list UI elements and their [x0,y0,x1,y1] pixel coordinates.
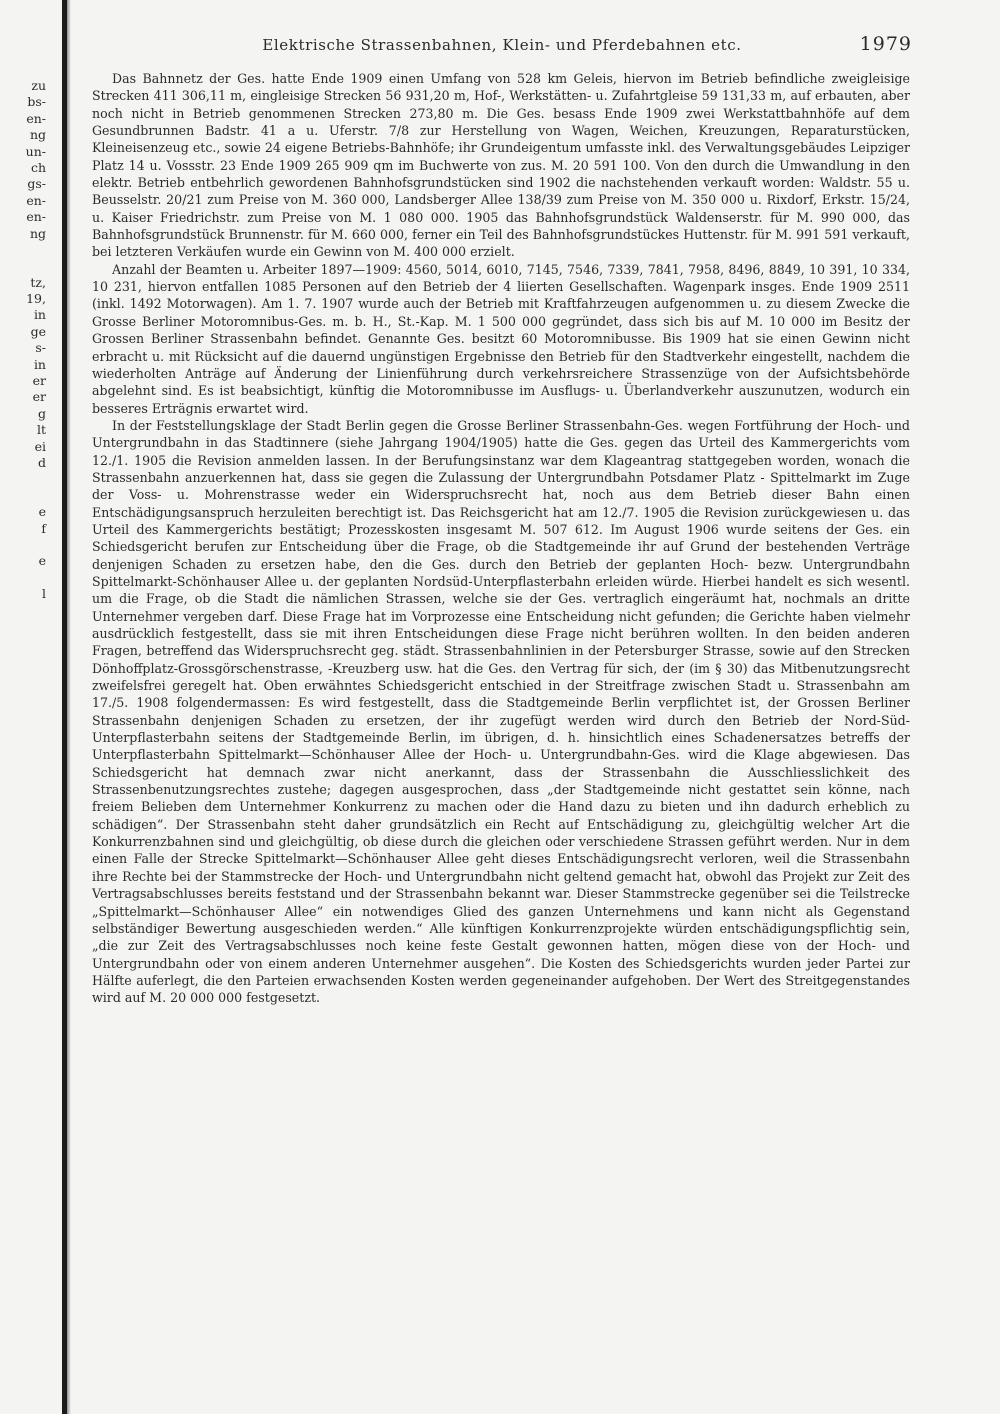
margin-fragment: tz, [30,274,46,290]
margin-fragment: in [33,307,46,323]
page-number: 1979 [859,33,912,55]
margin-fragment: zu [31,78,46,93]
margin-fragment: er [32,373,46,389]
margin-fragment [0,652,46,668]
margin-fragment: s- [35,340,46,356]
header-title: Elektrische Strassenbahnen, Klein- und Pferdebahnen etc. [262,36,742,54]
margin-fragment [0,488,46,504]
margin-fragment: en- [26,209,46,225]
margin-fragment: ng [29,225,46,241]
margin-fragment [0,471,46,487]
margin-fragment [0,619,46,635]
running-header [92,33,912,58]
margin-fragment: er [32,389,46,405]
margin-fragment [0,635,46,651]
margin-fragment: e [38,553,46,569]
margin-fragment: en- [26,192,46,208]
margin-fragment: l [42,586,46,602]
body-text [92,70,910,1007]
margin-fragment: bs- [27,94,46,110]
margin-fragment [0,242,46,258]
margin-fragment: ng [29,127,46,143]
margin-fragment [0,537,46,553]
margin-fragment: en- [26,110,46,126]
margin-fragment: un- [25,143,46,159]
binding-shadow [67,0,71,1414]
margin-fragment [0,603,46,619]
paragraph-staff: Anzahl der Beamten u. Arbeiter 1897—1909: 4560, 5014, 6010, 7145, 7546, 7339, 7841, 7958, 8496, 8849, 10 391, 10 334, 10 231, hiervon entfallen 1085 Personen auf den Betrieb der 4 liierten Gesellschaften. Wagenpark insges. Ende 1909 2511 (inkl. 1492 Motorwagen). Am 1. 7. 1907 wurde auch der Betrieb mit Kraftfahrzeugen aufgenommen u. zu diesem Zwecke die Grosse Berliner Motoromnibus-Ges. m. b. H., St.-Kap. M. 1 500 000 gegründet, dass sich bis auf M. 10 000 im Besitz der Grossen Berliner Strassenbahn befindet. Genannte Ges. besitzt 60 Motoromnibusse. Bis 1909 hat sie einen Gewinn nicht erbracht u. mit Rücksicht auf die dauernd ungünstigen Ergebnisse den Betrieb für den Stadtverkehr eingestellt, nachdem die wiederholten Anträge auf Änderung der Linienführung durch verkehrsreichere Strassenzüge von der Aufsichtsbehörde abgelehnt sind. Es ist beabsichtigt, künftig die Motoromnibusse im Ausflugs- u. Überlandverkehr auszunutzen, wodurch ein besseres Erträgnis erwartet wird. [92,261,910,416]
margin-fragment: 19, [26,291,46,307]
margin-fragment: gs- [27,176,46,192]
facing-page-fragments [0,78,46,668]
margin-fragment: f [41,520,46,536]
margin-fragment [0,570,46,586]
margin-fragment: ge [30,323,46,339]
margin-fragment: lt [36,422,46,438]
margin-fragment: e [38,504,46,520]
paragraph-lawsuit: In der Feststellungsklage der Stadt Berlin gegen die Grosse Berliner Strassenbahn-Ges. wegen Fortführung der Hoch- und Untergrundbahn in das Stadtinnere (siehe Jahrgang 1904/1905) hatte die Ges. gegen das Urteil des Kammergerichts vom 12./1. 1905 die Revision anmelden lassen. In der Berufungsinstanz war dem Klageantrag stattgegeben worden, wonach die Strassenbahn anzuerkennen hat, dass sie gegen die Zulassung der Untergrundbahn Potsdamer Platz - Spittelmarkt im Zuge der Voss- u. Mohrenstrasse weder ein Widerspruchsrecht hat, noch aus dem Betrieb dieser Bahn einen Entschädigungsanspruch herzuleiten berechtigt ist. Das Reichsgericht hat am 12./7. 1905 die Revision zurückgewiesen u. das Urteil des Kammergerichts bestätigt; Prozesskosten insgesamt M. 507 612. Im August 1906 wurde seitens der Ges. ein Schiedsgericht berufen zur Entscheidung über die Frage, ob die Stadtgemeinde ihr auf Grund der bestehenden Verträge denjenigen Schaden zu ersetzen habe, den die Ges. durch den Betrieb der geplanten Hoch- bezw. Untergrundbahn Spittelmarkt-Schönhauser Allee u. der geplanten Nordsüd-Unterpflasterbahn erleiden würde. Hierbei handelt es sich wesentl. um die Frage, ob die Stadt die nämlichen Strassen, welche sie der Ges. vertraglich eingeräumt hat, nochmals an dritte Unternehmer vergeben darf. Diese Frage hat im Vorprozesse eine Entscheidung nicht gefunden; die Gerichte haben vielmehr ausdrücklich festgestellt, dass sie mit ihren Entscheidungen diese Frage nicht berühren wollten. In den beiden anderen Fragen, betreffend das Widerspruchsrecht geg. städt. Strassenbahnlinien in der Petersburger Strasse, sowie auf den Strecken Dönhoffplatz-Grossgörschenstrasse, -Kreuzberg usw. hat die Ges. den Vertrag für sich, der (im § 30) das Mitbenutzungsrecht zweifelsfrei geregelt hat. Oben erwähntes Schiedsgericht entschied in der Streitfrage zwischen Stadt u. Strassenbahn am 17./5. 1908 folgendermassen: Es wird festgestellt, dass die Stadtgemeinde Berlin verpflichtet ist, der Grossen Berliner Strassenbahn denjenigen Schaden zu ersetzen, der ihr zugefügt werden wird durch den Betrieb der Nord-Süd-Unterpflasterbahn seitens der Stadtgemeinde Berlin, im übrigen, d. h. hinsichtlich eines Schadenersatzes betreffs der Unterpflasterbahn Spittelmarkt—Schönhauser Allee der Hoch- u. Untergrundbahn-Ges. wird die Klage abgewiesen. Das Schiedsgericht hat demnach zwar nicht anerkannt, dass der Strassenbahn die Ausschliesslichkeit des Strassenbenutzungsrechtes zustehe; dagegen ausgesprochen, dass „der Stadtgemeinde nicht gestattet sein könne, nach freiem Belieben dem Unternehmer Konkurrenz zu machen oder die Hand dazu zu bieten und ihn dadurch erheblich zu schädigen“. Der Strassenbahn steht daher grundsätzlich ein Recht auf Entschädigung zu, gleichgültig welcher Art die Konkurrenzbahnen sind und gleichgültig, ob diese durch die gleichen oder verschiedene Strassen geführt werden. Nur in dem einen Falle der Strecke Spittelmarkt—Schönhauser Allee geht dieses Entschädigungsrecht verloren, weil die Strassenbahn ihre Rechte bei der Stammstrecke der Hoch- und Untergrundbahn nicht geltend gemacht hat, obwohl das Projekt zur Zeit des Vertragsabschlusses bereits feststand und der Strassenbahn bekannt war. Dieser Stammstrecke gegenüber sei die Teilstrecke „Spittelmarkt—Schönhauser Allee“ ein notwendiges Glied des ganzen Unternehmens und kann nicht als Gegenstand selbständiger Bewertung ausgeschieden werden.“ Alle künftigen Konkurrenzprojekte würden entschädigungspflichtig sein, „die zur Zeit des Vertragsabschlusses noch keine feste Gestalt gewonnen hatten, mögen diese von der Hoch- und Untergrundbahn oder von einem anderen Unternehmer ausgehen“. Die Kosten des Schiedsgerichts wurden jeder Partei zur Hälfte auferlegt, die den Parteien erwachsenden Kosten werden gegeneinander aufgehoben. Der Wert des Streitgegenstandes wird auf M. 20 000 000 festgesetzt. [92,417,910,1006]
margin-fragment [0,258,46,274]
margin-fragment: ch [30,159,46,175]
margin-fragment: ei [34,438,46,454]
paragraph-network: Das Bahnnetz der Ges. hatte Ende 1909 einen Umfang von 528 km Geleis, hiervon im Betrieb befindliche zweigleisige Strecken 411 306,11 m, eingleisige Strecken 56 931,20 m, Hof-, Werkstätten- u. Zufahrtgleise 59 131,33 m, auf erbauten, aber noch nicht in Betrieb genommenen Strecken 273,80 m. Die Ges. besass Ende 1909 zwei Werkstattbahnhöfe auf dem Gesundbrunnen Badstr. 41 a u. Uferstr. 7/8 zur Herstellung von Wagen, Weichen, Kreuzungen, Reparaturstücken, Kleineisenzeug etc., sowie 24 eigene Betriebs-Bahnhöfe; ihr Grundeigentum umfasste inkl. des Verwaltungsgebäudes Leipziger Platz 14 u. Vossstr. 23 Ende 1909 265 909 qm im Buchwerte von zus. M. 20 591 100. Von den durch die Umwandlung in den elektr. Betrieb entbehrlich gewordenen Bahnhofsgrundstücken sind 1902 die nachstehenden verkauft worden: Waldstr. 55 u. Beusselstr. 20/21 zum Preise von M. 360 000, Landsberger Allee 138/39 zum Preise von M. 350 000 u. Rixdorf, Erkstr. 15/24, u. Kaiser Friedrichstr. zum Preise von M. 1 080 000. 1905 das Bahnhofsgrundstück Waldenserstr. für M. 990 000, das Bahnhofsgrundstück Brunnenstr. für M. 660 000, ferner ein Teil des Bahnhofsgrundstückes Huttenstr. für M. 991 591 verkauft, bei letzteren Verkäufen wurde ein Gewinn von M. 400 000 erzielt. [92,71,910,260]
margin-fragment: in [33,356,46,372]
margin-fragment: g [37,405,46,421]
margin-fragment: d [37,454,46,470]
